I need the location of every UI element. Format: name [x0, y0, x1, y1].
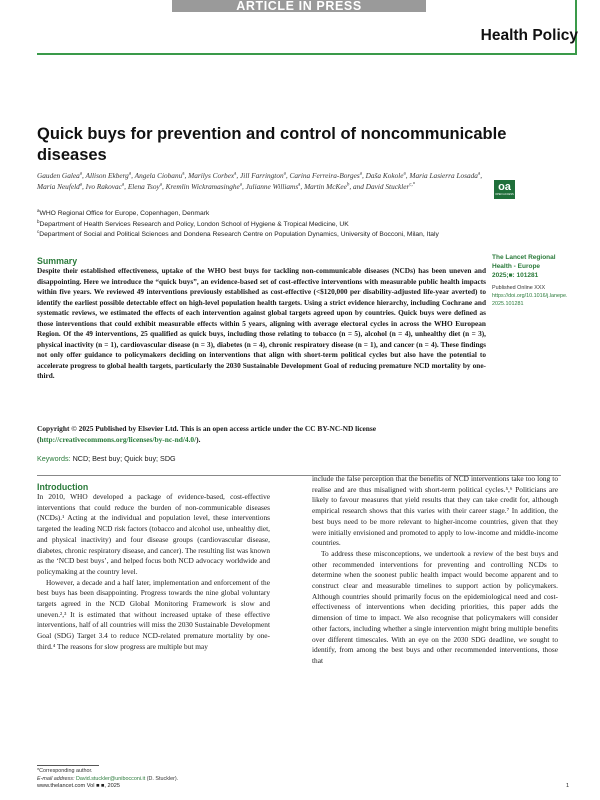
body-column-left: [37, 492, 270, 653]
copyright-end: ).: [196, 434, 201, 444]
summary-heading: Summary: [37, 256, 78, 266]
email-suffix: (D. Stuckler).: [145, 775, 179, 782]
article-in-press-banner: ARTICLE IN PRESS: [172, 0, 426, 12]
summary-text: Despite their established effectiveness, uptake of the WHO best buys for tackling non-communicable diseases (NCDs) has been uneven and disappointing. Here we introduce the “quick buys”, an evidence-based set of cost-effective interventions with measurable public health impacts within five years. We reviewed 49 interventions previously established as cost-effective (<$120,000 per disability-adjusted life-year averted) to identify the earliest possible detectable effect on high-level population health targets. Using a strict evidence hierarchy, including Cochrane and systematic reviews, we estimated the effects of each intervention against global targets agreed upon by countries. Quick buys were defined as those interventions that could exhibit measurable effects within 5 years, aligning with average electoral cycles in across the WHO European Region. Of the 49 interventions, 25 qualified as quick buys, including those relating to tobacco (n = 5), alcohol (n = 4), unhealthy diet (n = 3), physical inactivity (n = 1), cardiovascular disease (n = 3), diabetes (n = 4), chronic respiratory disease (n = 1), and cancer (n = 4). These findings not only offer guidance to policymakers deciding on interventions that align with short-term political cycles but also have the potential to accelerate progress to global health targets, particularly the 2030 Sustainable Development Goal of reducing premature NCD mortality by one-third.: [37, 266, 486, 380]
author-name: Jill Farrington: [240, 171, 284, 180]
keywords-label: Keywords:: [37, 454, 71, 463]
author-name: Daša Kokole: [365, 171, 404, 180]
author-name: Elena Tsoy: [127, 182, 160, 191]
doi-link[interactable]: https://doi.org/10.1016/j.lanepe.2025.101281: [492, 293, 568, 308]
author-name: Marilys Corbex: [188, 171, 235, 180]
author-affiliation-marker: a: [159, 182, 163, 188]
author-name: Gauden Galea: [37, 171, 80, 180]
email-label: E-mail address:: [37, 775, 76, 782]
oa-sublabel: OPEN ACCESS: [495, 193, 514, 196]
open-access-icon: [494, 180, 515, 199]
license-link[interactable]: http://creativecommons.org/licenses/by-nc-nd/4.0/: [39, 434, 197, 444]
author-affiliation-marker: a: [182, 171, 185, 177]
author-affiliation-marker: a: [298, 182, 301, 188]
author-name: Maria Neufeld: [37, 182, 80, 191]
page-number: 1: [566, 783, 570, 789]
author-affiliation-marker: a: [477, 171, 481, 177]
side-journal-name: The Lancet Regional Health - Europe: [492, 254, 556, 270]
author-affiliation-marker: a: [283, 171, 286, 177]
author-name: David Stuckler: [365, 182, 410, 191]
intro-paragraph: In 2010, WHO developed a package of evidence-based, cost-effective interventions that could reduce the burden of non-communicable diseases (NCDs).¹ Acting at the individual and population level, these interventions targeted the leading NCD risk factors (tobacco and alcohol use, unhealthy diet, and physical inactivity) and four disease groups (cardiovascular disease, diabetes, chronic respiratory disease, and cancer). The resulting list was known as the ‘NCD best buys’, and helped focus both NCD advocacy worldwide and policymaking at the country level.: [37, 492, 270, 576]
affiliations: [37, 209, 537, 241]
author-affiliation-marker: a: [128, 171, 132, 177]
author-name: Ivo Rakovac: [85, 182, 122, 191]
corresponding-label: *Corresponding author.: [37, 768, 93, 774]
affiliation-c: $^c$Department of Social and Political Sciences and Dondena Research Centre on Population Dynamics, University of Bocconi, Milan, Italy: [37, 229, 439, 239]
author-list: Gauden Galea$^a$, Allison Ekberg$^a$, Angela Ciobanu$^a$, Marilys Corbex$^a$, Jill Farrington$^a$, Carina Ferreira-Borges$^a$, Daša Kokole$^a$, Maria Lasierra Losada$^a$, Maria Neufeld$^a$, Ivo Rakovac$^a$, Elena Tsoy$^a$, Kremlin Wickramasinghe$^a$, Julianne Williams$^a$, Martin McKee$^b$, and David Stuckler$^{c,*}$: [37, 171, 483, 191]
author-name: Allison Ekberg: [85, 171, 129, 180]
author-affiliation-marker: b: [346, 182, 350, 188]
author-name: Angela Ciobanu: [134, 171, 183, 180]
author-affiliation-marker: a: [79, 171, 82, 177]
corresponding-author-note: [37, 768, 277, 783]
keywords: [37, 454, 486, 464]
author-name: Julianne Williams: [245, 182, 299, 191]
keywords-values: NCD; Best buy; Quick buy; SDG: [72, 454, 176, 463]
author-affiliation-marker: a: [234, 171, 237, 177]
copyright-text: Copyright © 2025 Published by Elsevier Ltd. This is an open access article under the CC BY-NC-ND license (: [37, 424, 377, 444]
affiliation-a: $^a$WHO Regional Office for Europe, Copenhagen, Denmark: [37, 207, 210, 217]
intro-paragraph: To address these misconceptions, we undertook a review of the best buys and other recommended interventions for preventing and controlling NCDs to determine when the soonest public health impact would become apparent and to construct clear and measurable timelines to support action by policymakers. Although countries should primarily focus on the epidemiological need and cost-effectiveness of interventions when deciding priorities, this paper adds the dimension of time to impact. We also recognise that policymakers will consider other factors, including whether a single intervention might bring multiple benefits over different timescales. With an eye on the 2030 SDG deadline, we sought to identify, from among the best buys and other recommended interventions, those that: [312, 548, 558, 665]
oa-label: oa: [498, 181, 511, 193]
author-affiliation-marker: a: [79, 182, 82, 188]
author-name: Kremlin Wickramasinghe: [165, 182, 240, 191]
intro-paragraph: include the false perception that the benefits of NCD interventions take too long to realise and are thus misaligned with short-term political cycles.⁵,⁶ Politicians are likely to favour measures that yield results that they can take credit for, although empirical research shows that this varies with their career stage.⁷ In addition, the best buys need to be more relevant to higher-income countries, given that they were initially envisioned and promoted to apply to low-income and middle-income countries.: [312, 474, 558, 548]
email-link[interactable]: David.stuckler@unibocconi.it: [75, 775, 146, 782]
journal-name: Health Policy: [480, 27, 578, 44]
footer-journal-url[interactable]: www.thelancet.com Vol ■ ■, 2025: [37, 783, 120, 789]
author-name: Martin McKee: [304, 182, 347, 191]
intro-paragraph: However, a decade and a half later, implementation and enforcement of the best buys has been disappointing. Progress towards the nine global voluntary targets agreed in the NCD Global Monitoring Framework is slow and uneven.²,³ It is estimated that without increased uptake of these effective interventions, half of all countries will miss the 2030 Sustainable Development Goal (SDG) Target 3.4 to reduce NCD-related premature mortality by one-third.⁴ The reasons for slow progress are multiple but may: [37, 577, 270, 651]
email-line: [37, 776, 277, 784]
footnote-rule: [37, 765, 99, 766]
copyright-statement: [37, 424, 486, 445]
publication-info: [492, 253, 570, 309]
author-name: Maria Lasierra Losada: [409, 171, 478, 180]
author-name: Carina Ferreira-Borges: [289, 171, 360, 180]
author-affiliation-marker: c,*: [409, 182, 416, 188]
author-affiliation-marker: a: [403, 171, 406, 177]
body-column-right: [312, 474, 558, 667]
introduction-heading: Introduction: [37, 482, 89, 492]
article-title: Quick buys for prevention and control of noncommunicable diseases: [37, 125, 507, 164]
affiliation-b: $^b$Department of Health Services Research and Policy, London School of Hygiene & Tropical Medicine, UK: [37, 218, 349, 228]
author-affiliation-marker: a: [359, 171, 362, 177]
author-affiliation-marker: a: [239, 182, 243, 188]
side-volume: 2025;■: 101281: [492, 272, 539, 279]
published-online: Published Online XXX: [492, 285, 546, 291]
author-affiliation-marker: a: [121, 182, 125, 188]
